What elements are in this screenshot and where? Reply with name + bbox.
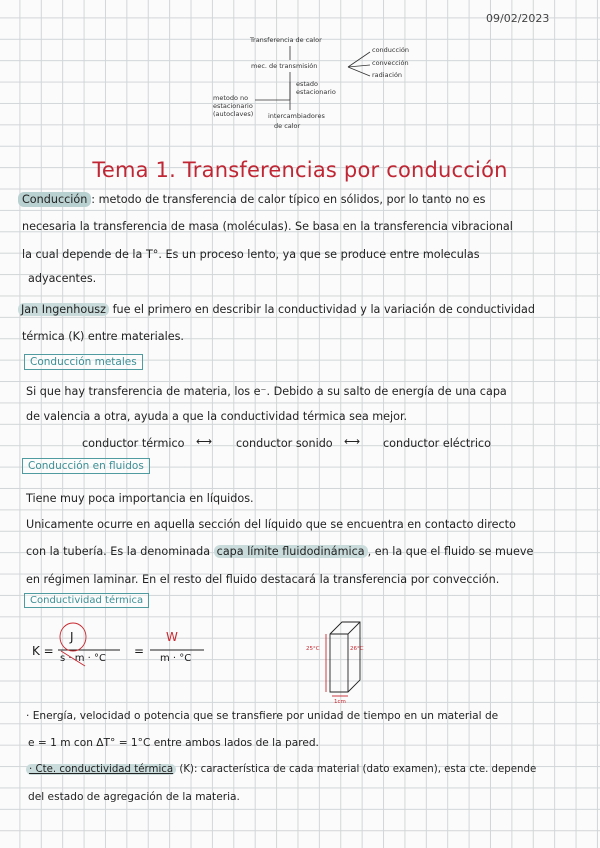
jan-text-1: fue el primero en describir la conductividad y la variación de conductividad [112,303,536,316]
conductividad-line-3 [26,764,536,775]
jan-name: Jan Ingenhousz [18,303,109,316]
diagram-metodo-1: metodo no [213,94,249,102]
jan-line-2: térmica (K) entre materiales. [22,330,184,343]
page-title: Tema 1. Transferencias por conducción [92,158,508,182]
line-to-radiacion [348,67,370,76]
diagram-inter-2: de calor [274,122,301,130]
diagram-mode-2: convección [372,59,409,67]
metales-line-1: Si que hay transferencia de materia, los e⁻. Debido a su salto de energía de una capa [26,385,507,398]
conduccion-term: Conducción [18,192,91,207]
cancel-s [61,651,85,666]
conduccion-line-4: adyacentes. [28,272,97,285]
conductividad-line-4: del estado de agregación de la materia. [28,791,240,803]
diagram-metodo-2: estacionario [213,102,253,110]
date: 09/02/2023 [486,12,550,25]
fluidos-line-1: Tiene muy poca importancia en líquidos. [26,492,254,505]
diagram-estado-2: estacionario [296,88,336,96]
formula-equals: = [134,644,145,658]
fluidos-heading: Conducción en fluidos [22,458,150,474]
arrow-left-right-icon-1: ⟷ [196,435,213,448]
cte-conductividad: · Cte. conductividad térmica [26,764,176,775]
diagram-estado-1: estado [296,80,319,88]
conduccion-line-1 [18,193,485,206]
jan-line-1 [18,303,535,316]
circle-j [60,623,86,651]
fluidos-line-2: Unicamente ocurre en aquella sección del líquido que se encuentra en contacto directo [26,518,516,531]
fluidos-text-3a: con la tubería. Es la denominada [26,545,211,558]
formula-k: K = [32,644,54,658]
diagram-mec: mec. de transmisión [251,62,318,70]
wall-edge [348,622,360,634]
diagram-mode-3: radiación [372,71,403,79]
fluidos-line-4: en régimen laminar. En el resto del fluido destacará la transferencia por convección. [26,573,500,586]
fluidos-text-3c: , en la que el fluido se mueve [367,545,534,558]
figure-bottom-label: 1cm [334,699,346,705]
conductividad-line-1: · Energía, velocidad o potencia que se transfiere por unidad de tiempo en un material de [26,710,499,722]
formula-numerator: J [70,630,74,644]
conduccion-line-2: necesaria la transferencia de masa (moléculas). Se basa en la transferencia vibracional [22,220,513,233]
metales-heading: Conducción metales [24,354,143,370]
line-to-conduccion [348,52,370,67]
conductor-electrico: conductor eléctrico [383,437,491,450]
line-to-conveccion [348,65,370,67]
figure-left-label: 25°C [306,646,320,652]
diagram-top: Transferencia de calor [250,36,322,44]
fluidos-line-3 [26,545,533,558]
conductividad-heading: Conductividad térmica [24,593,149,608]
conductor-termico: conductor térmico [82,437,185,450]
diagram-inter-1: intercambiadores [268,112,325,120]
conduccion-line-3: la cual depende de la T°. Es un proceso lento, ya que se produce entre moleculas [22,248,480,261]
wall-outline [330,622,360,692]
conductividad-text-3b: (K): característica de cada material (dato examen), esta cte. depende [176,764,537,775]
conductividad-line-2: e = 1 m con ΔT° = 1°C entre ambos lados de la pared. [28,737,319,749]
diagram-mode-1: conducción [372,46,409,54]
formula-denominator: s · m · °C [60,653,107,664]
formula-numerator-2: W [166,630,178,644]
diagram-metodo-3: (autoclaves) [213,110,254,118]
metales-line-2: de valencia a otra, ayuda a que la conductividad térmica sea mejor. [26,410,408,423]
arrow-left-right-icon-2: ⟷ [344,435,361,448]
formula-denominator-2: m · °C [160,653,192,664]
capa-limite: capa límite fluidodinámica [214,545,368,558]
formula-and-figure [0,600,600,700]
conduccion-text-1: : metodo de transferencia de calor típico en sólidos, por lo tanto no es [91,193,486,206]
conductor-sonido: conductor sonido [236,437,333,450]
figure-right-label: 26°C [350,646,364,652]
